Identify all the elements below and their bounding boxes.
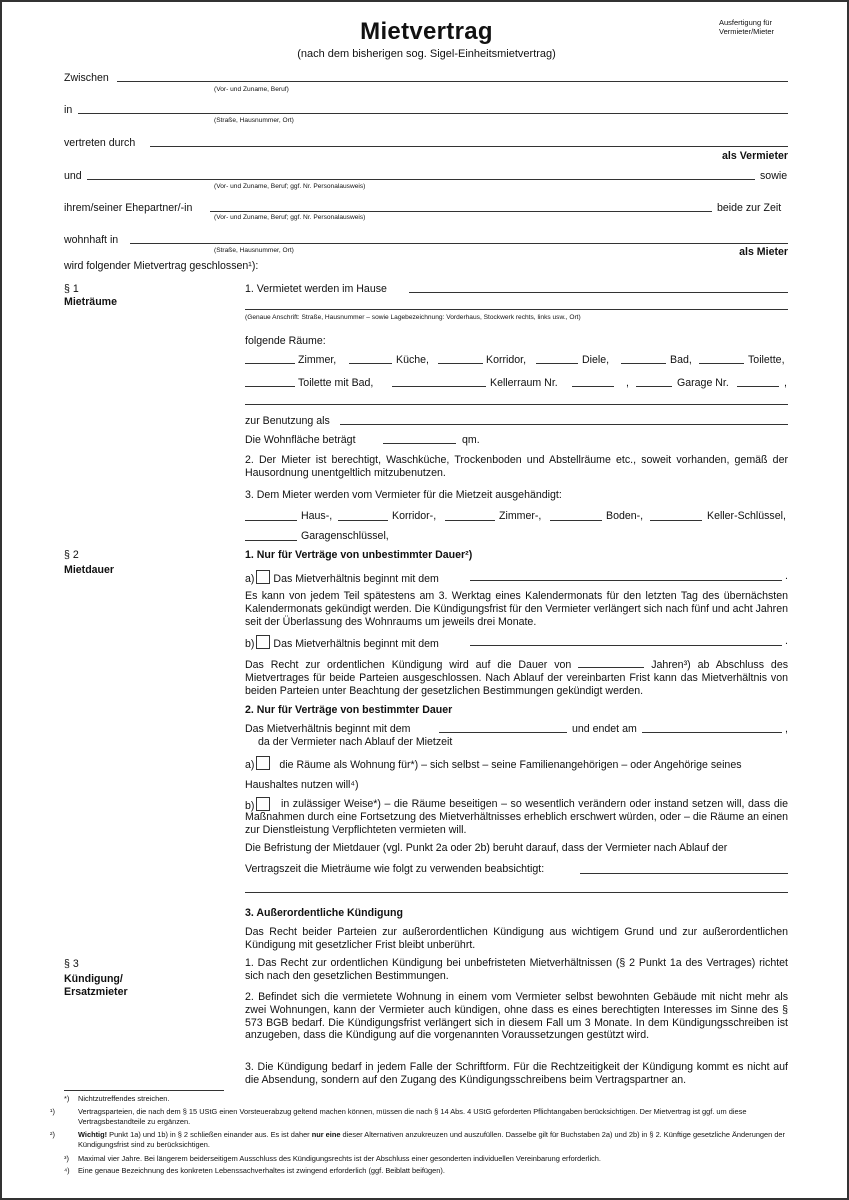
s2-endet-comma: ,: [785, 723, 788, 735]
sowie-label: sowie: [760, 170, 788, 182]
s2-option-2a-text-2: Haushaltes nutzen will⁴): [245, 779, 359, 791]
garage-key-field[interactable]: [245, 540, 297, 541]
vertreten-label: vertreten durch: [64, 137, 136, 149]
s2-option-b-checkbox[interactable]: [256, 635, 270, 649]
boden-key-field[interactable]: [550, 520, 602, 521]
footnote-3-lead: Wichtig!: [78, 1130, 108, 1139]
beide-label: beide zur Zeit: [717, 202, 782, 214]
s1-para-2: 2. Der Mieter ist berechtigt, Waschküche, Trockenboden und Abstellräume etc., soweit vorhanden, gemäß der Hausordnung unentgeltlich mitzubenutzen.: [245, 454, 788, 479]
s2-heading-2: 2. Nur für Verträge von bestimmter Dauer: [245, 704, 453, 716]
bad-count-field[interactable]: [621, 363, 666, 364]
footnote-5-text: Eine genaue Bezeichnung des konkreten Lebenssachverhaltes ist zwingend erforderlich (ggf. Beiblatt beifügen).: [78, 1166, 445, 1175]
wohnhaft-label: wohnhaft in: [64, 234, 119, 246]
partner-name-caption: (Vor- und Zuname, Beruf; ggf. Nr. Personalausweis): [214, 214, 366, 221]
footnote-3-text-2: dieser Alternativen anzukreuzen und auszufüllen. Dasselbe gilt für Buchstaben 2a) und 2b) in § 2. Künftige gesetzliche Änderungen der Kündigungsfrist sind zu berücksichtigen.: [78, 1130, 785, 1149]
landlord-address-field[interactable]: [78, 113, 788, 114]
s1-address-caption: (Genaue Anschrift: Straße, Hausnummer – sowie Lagebezeichnung: Vorderhaus, Stockwerk rechts, links usw., Ort): [245, 314, 581, 321]
s2-beginnt-label: Das Mietverhältnis beginnt mit dem: [245, 723, 411, 735]
und-label: und: [64, 170, 82, 182]
s2-option-2a-label: a): [245, 759, 255, 771]
kellerraum-count-field[interactable]: [392, 386, 486, 387]
zimmer-key-field[interactable]: [445, 520, 495, 521]
section-1-number: § 1: [64, 283, 79, 295]
section-1-heading: [64, 283, 117, 309]
s1-folgende-label: folgende Räume:: [245, 335, 326, 347]
section-3-heading: [64, 958, 128, 999]
garage-key-label: Garagenschlüssel,: [301, 530, 389, 542]
s2-option-a-label: a): [245, 573, 255, 585]
s2-heading-1: 1. Nur für Verträge von unbestimmter Dauer²): [245, 549, 473, 561]
toilette-bad-label: Toilette mit Bad,: [298, 377, 374, 389]
als-vermieter-label: als Vermieter: [722, 150, 788, 162]
bad-label: Bad,: [670, 354, 692, 366]
s3-para-3: 3. Die Kündigung bedarf in jedem Falle der Schriftform. Für die Rechtzeitigkeit der Kündigung kommt es nicht auf die Absendung, sondern auf den Zugang des Kündigungsschreibens beim Vertragspartner an.: [245, 1061, 788, 1086]
s2-option-a-para: Es kann von jedem Teil spätestens am 3. Werktag eines Kalendermonats für den letzten Tag des übernächsten Kalendermonats gekündigt werden. Die Kündigungsfrist für den Vermieter verlängert sich nach fünf und acht Jahren seit der Überlassung des Wohnraums um jeweils drei Monate.: [245, 590, 788, 628]
section-3-title-2: Ersatzmieter: [64, 986, 128, 998]
boden-key-label: Boden-,: [606, 510, 644, 522]
copy-note-line-1: Ausfertigung für: [719, 18, 772, 27]
tenant-name-caption: (Vor- und Zuname, Beruf; ggf. Nr. Personalausweis): [214, 183, 366, 190]
footnote-3-mark: ²): [50, 1130, 55, 1139]
rooms-extra-field[interactable]: [245, 404, 788, 405]
korridor-key-label: Korridor-,: [392, 510, 437, 522]
keller-key-field[interactable]: [650, 520, 702, 521]
section-3-title-1: Kündigung/: [64, 973, 123, 985]
s3-para-1: 1. Das Recht zur ordentlichen Kündigung bei unbefristeten Mietverhältnissen (§ 2 Punkt 1a des Vertrages) richtet sich nach den gesetzlichen Bestimmungen.: [245, 957, 788, 982]
s2-option-b-text: Das Mietverhältnis beginnt mit dem: [273, 638, 439, 650]
s2-option-a: [245, 570, 439, 585]
tenant-address-caption: (Straße, Hausnummer, Ort): [214, 247, 294, 254]
footnote-4-mark: ³): [64, 1154, 69, 1163]
toilette-label: Toilette,: [748, 354, 785, 366]
partner-name-field[interactable]: [210, 211, 712, 212]
footnote-2: [50, 1107, 789, 1126]
section-1-title: Mieträume: [64, 296, 117, 308]
s2-option-a-text: Das Mietverhältnis beginnt mit dem: [273, 573, 439, 585]
s2-option-a-checkbox[interactable]: [256, 570, 270, 584]
s2-option-2a-text: die Räume als Wohnung für*) – sich selbst – seine Familienangehörigen – oder Angehörige seines: [279, 759, 742, 771]
benutzung-field[interactable]: [340, 424, 788, 425]
s1-vermietet-label: 1. Vermietet werden im Hause: [245, 283, 387, 295]
haus-key-label: Haus-,: [301, 510, 333, 522]
s2-option-a-date-field[interactable]: [470, 580, 782, 581]
partner-label: ihrem/seiner Ehepartner/-in: [64, 202, 193, 214]
s2-befristung: Die Befristung der Mietdauer (vgl. Punkt 2a oder 2b) beruht darauf, dass der Vermieter nach Ablauf der: [245, 842, 728, 854]
copy-note-line-2: Vermieter/Mieter: [719, 27, 775, 36]
s2-option-b-dot: .: [785, 635, 788, 647]
s1-para-3: 3. Dem Mieter werden vom Vermieter für die Mietzeit ausgehändigt:: [245, 489, 562, 501]
korridor-count-field[interactable]: [438, 363, 483, 364]
korridor-key-field[interactable]: [338, 520, 388, 521]
document-title: Mietvertrag: [360, 18, 493, 45]
toilette-count-field[interactable]: [699, 363, 744, 364]
kellerraum-comma: ,: [626, 377, 629, 389]
s2-heading-3: 3. Außerordentliche Kündigung: [245, 907, 403, 919]
s2-purpose-field[interactable]: [580, 873, 788, 874]
garage-nr-field[interactable]: [737, 386, 779, 387]
garage-comma: ,: [784, 377, 787, 389]
s2-start-date-field[interactable]: [439, 732, 567, 733]
s1-house-field-2[interactable]: [245, 309, 788, 310]
section-2-title: Mietdauer: [64, 564, 115, 576]
in-label: in: [64, 104, 73, 116]
garage-count-field[interactable]: [636, 386, 672, 387]
s1-house-field[interactable]: [409, 292, 788, 293]
zimmer-label: Zimmer,: [298, 354, 337, 366]
footnote-4: [64, 1154, 789, 1164]
copy-note: [719, 18, 774, 36]
s2-endet-label: und endet am: [572, 723, 637, 735]
wohnflaeche-field[interactable]: [383, 443, 456, 444]
korridor-label: Korridor,: [486, 354, 527, 366]
s2-option-2b-label: b): [245, 800, 255, 812]
keller-key-label: Keller-Schlüssel,: [707, 510, 786, 522]
zimmer-count-field[interactable]: [245, 363, 295, 364]
geschlossen-label: wird folgender Mietvertrag geschlossen¹):: [64, 260, 259, 272]
s2-option-a-dot: .: [785, 570, 788, 582]
s2-option-2b-text: in zulässiger Weise*) – die Räume beseitigen – so wesentlich verändern oder instand setzen will, dass die Maßnahmen durch eine Fortsetzung des Mietverhältnisses erheblich erschwert würden, oder – die Räume an einen zur Dienstleistung Verpflichteten vermieten will.: [245, 798, 788, 836]
s2-option-b-label: b): [245, 638, 255, 650]
section-2-number: § 2: [64, 549, 79, 561]
garage-label: Garage Nr.: [677, 377, 729, 389]
footnote-3-text: Punkt 1a) und 1b) in § 2 schließen einander aus. Es ist daher: [107, 1130, 312, 1139]
footnote-5: [64, 1166, 789, 1176]
s2-da-label: da der Vermieter nach Ablauf der Mietzeit: [258, 736, 453, 748]
footnote-2-text: Vertragsparteien, die nach dem § 15 UStG einen Vorsteuerabzug geltend machen können, müssen die nach § 14 Abs. 4 UStG geforderten Pflichtangaben berücksichtigen. Der Mietvertrag ist ggf. um diese Vertragsbestandteile zu ergänzen.: [78, 1107, 747, 1126]
section-3-number: § 3: [64, 958, 79, 970]
zwischen-label: Zwischen: [64, 72, 109, 84]
s2-option-2a-checkbox[interactable]: [256, 756, 270, 770]
s2-end-date-field[interactable]: [642, 732, 782, 733]
zur-benutzung-label: zur Benutzung als: [245, 415, 330, 427]
s2-years-field[interactable]: [578, 657, 644, 668]
diele-count-field[interactable]: [536, 363, 578, 364]
als-mieter-label: als Mieter: [739, 246, 788, 258]
haus-key-field[interactable]: [245, 520, 297, 521]
landlord-name-field[interactable]: [117, 81, 788, 82]
s2-vertragszeit: Vertragszeit die Mieträume wie folgt zu verwenden beabsichtigt:: [245, 863, 545, 875]
s2-option-b-para-1: Das Recht zur ordentlichen Kündigung wird auf die Dauer von: [245, 659, 572, 671]
qm-label: qm.: [462, 434, 480, 446]
landlord-address-caption: (Straße, Hausnummer, Ort): [214, 117, 294, 124]
footnote-1-text: Nichtzutreffendes streichen.: [78, 1094, 170, 1103]
kueche-count-field[interactable]: [349, 363, 392, 364]
s2-option-b-para-2: Jahren³) ab Abschluss des Mietvertrages für beide Parteien ausgeschlossen. Nach Ablauf der vereinbarten Frist kann das Mietverhältnis von beiden Parteien unter Beachtung der gesetzlichen Bestimmungen gekündigt werden.: [245, 659, 789, 697]
footnote-4-text: Maximal vier Jahre. Bei längerem beiderseitigem Ausschluss des Kündigungsrechts ist der Abschluss einer gesonderten individuellen Vereinbarung erforderlich.: [78, 1154, 601, 1163]
s2-option-b-para: [245, 657, 788, 697]
footnote-2-mark: ¹): [50, 1107, 55, 1116]
kellerraum-label: Kellerraum Nr.: [490, 377, 558, 389]
document-subtitle: (nach dem bisherigen sog. Sigel-Einheitsmietvertrag): [297, 48, 556, 60]
section-2-heading: [64, 549, 114, 577]
s2-para-3: Das Recht beider Parteien zur außerordentlichen Kündigung aus wichtigem Grund und zur außerordentlichen Kündigung mit gesetzlicher Frist bleibt unberührt.: [245, 926, 788, 951]
footnote-3: [50, 1130, 789, 1149]
footnote-1: [64, 1094, 789, 1104]
footnote-3-em: nur eine: [311, 1130, 341, 1139]
tenant-address-field[interactable]: [130, 243, 788, 244]
zimmer-key-label: Zimmer-,: [499, 510, 542, 522]
footnote-1-mark: *): [64, 1094, 70, 1103]
s2-option-b: [245, 635, 439, 650]
s2-option-2a: [245, 756, 742, 771]
s2-purpose-field-2[interactable]: [245, 892, 788, 893]
landlord-name-caption: (Vor- und Zuname, Beruf): [214, 86, 289, 93]
wohnflaeche-label: Die Wohnfläche beträgt: [245, 434, 356, 446]
kellerraum-nr-field[interactable]: [572, 386, 614, 387]
footnote-separator: [64, 1090, 224, 1091]
toilette-bad-count-field[interactable]: [245, 386, 295, 387]
footnote-5-mark: ⁴): [64, 1166, 70, 1175]
diele-label: Diele,: [582, 354, 610, 366]
representative-field[interactable]: [150, 146, 788, 147]
kueche-label: Küche,: [396, 354, 429, 366]
s2-option-b-date-field[interactable]: [470, 645, 782, 646]
tenant-name-field[interactable]: [87, 179, 755, 180]
s3-para-2: 2. Befindet sich die vermietete Wohnung in einem vom Vermieter selbst bewohnten Gebäude mit nicht mehr als zwei Wohnungen, kann der Vermieter auch kündigen, ohne dass es eines berechtigten Interesses im Sinne des § 573 BGB bedarf. Die Kündigungsfrist verlängert sich in diesem Fall um 3 Monate. In dem Kündigungsschreiben ist anzugeben, dass die Kündigung auf die vorgenannten Voraussetzungen gestützt wird.: [245, 991, 788, 1042]
